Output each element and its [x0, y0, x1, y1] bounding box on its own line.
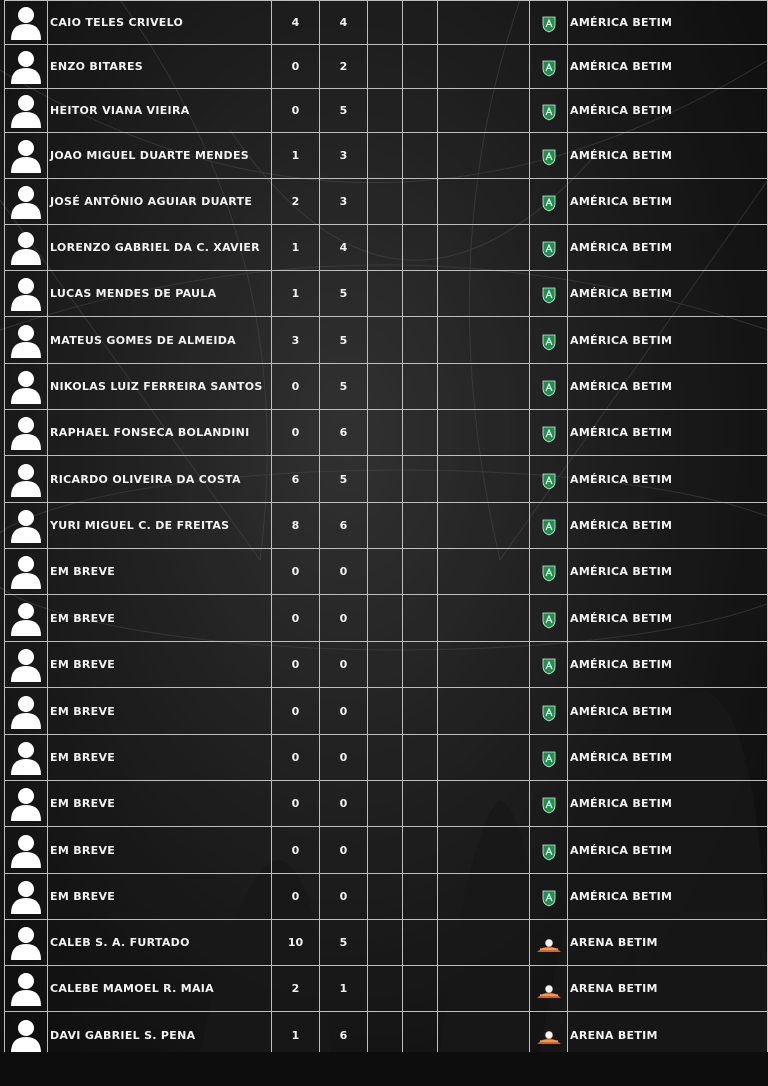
table-row [5, 781, 768, 827]
user-avatar-icon [9, 600, 43, 636]
empty-cell [403, 179, 438, 225]
team-logo-cell [530, 642, 568, 688]
arena-betim-logo-icon [536, 1030, 562, 1046]
player-name: RICARDO OLIVEIRA DA COSTA [48, 456, 272, 503]
america-mineiro-shield-icon [542, 658, 556, 675]
player-name: HEITOR VIANA VIEIRA [48, 89, 272, 133]
user-avatar-icon [9, 183, 43, 219]
user-avatar-icon [9, 878, 43, 914]
player-avatar-cell [5, 503, 48, 549]
stat-value-1: 6 [272, 456, 320, 503]
empty-cell [403, 920, 438, 966]
empty-cell [438, 874, 530, 920]
team-name: AMÉRICA BETIM [568, 735, 768, 781]
player-avatar-cell [5, 781, 48, 827]
team-logo-cell [530, 225, 568, 271]
america-mineiro-shield-icon [542, 612, 556, 629]
stat-value-2: 3 [320, 133, 368, 179]
stat-value-2: 5 [320, 317, 368, 364]
stat-value-1: 0 [272, 827, 320, 874]
table-row [5, 225, 768, 271]
player-name: EM BREVE [48, 642, 272, 688]
stat-value-1: 0 [272, 410, 320, 456]
stat-value-1: 0 [272, 45, 320, 89]
stat-value-2: 3 [320, 179, 368, 225]
stat-value-2: 5 [320, 920, 368, 966]
player-avatar-cell [5, 45, 48, 89]
table-row [5, 317, 768, 364]
user-avatar-icon [9, 785, 43, 821]
player-name: EM BREVE [48, 827, 272, 874]
table-row [5, 595, 768, 642]
empty-cell [368, 89, 403, 133]
america-mineiro-shield-icon [542, 195, 556, 212]
player-avatar-cell [5, 595, 48, 642]
player-name: LORENZO GABRIEL DA C. XAVIER [48, 225, 272, 271]
empty-cell [368, 133, 403, 179]
team-logo-cell [530, 45, 568, 89]
player-avatar-cell [5, 89, 48, 133]
stat-value-2: 4 [320, 1, 368, 45]
america-mineiro-shield-icon [542, 104, 556, 121]
player-name: CALEB S. A. FURTADO [48, 920, 272, 966]
stat-value-1: 0 [272, 735, 320, 781]
stat-value-1: 0 [272, 642, 320, 688]
team-name: AMÉRICA BETIM [568, 89, 768, 133]
stat-value-2: 0 [320, 827, 368, 874]
team-logo-cell [530, 595, 568, 642]
america-mineiro-shield-icon [542, 473, 556, 490]
empty-cell [403, 688, 438, 735]
team-logo-cell [530, 735, 568, 781]
stat-value-2: 6 [320, 410, 368, 456]
user-avatar-icon [9, 646, 43, 682]
empty-cell [403, 503, 438, 549]
table-row [5, 410, 768, 456]
empty-cell [368, 271, 403, 317]
empty-cell [403, 827, 438, 874]
team-name: AMÉRICA BETIM [568, 364, 768, 410]
team-name: AMÉRICA BETIM [568, 549, 768, 595]
player-name: EM BREVE [48, 688, 272, 735]
empty-cell [403, 225, 438, 271]
america-mineiro-shield-icon [542, 565, 556, 582]
team-name: ARENA BETIM [568, 966, 768, 1012]
empty-cell [403, 317, 438, 364]
empty-cell [368, 503, 403, 549]
empty-cell [403, 595, 438, 642]
america-mineiro-shield-icon [542, 380, 556, 397]
empty-cell [368, 456, 403, 503]
player-avatar-cell [5, 456, 48, 503]
empty-cell [368, 45, 403, 89]
empty-cell [368, 317, 403, 364]
empty-cell [438, 410, 530, 456]
user-avatar-icon [9, 4, 43, 40]
team-name: AMÉRICA BETIM [568, 456, 768, 503]
table-row [5, 89, 768, 133]
player-avatar-cell [5, 1, 48, 45]
team-name: AMÉRICA BETIM [568, 225, 768, 271]
player-name: EM BREVE [48, 595, 272, 642]
empty-cell [438, 827, 530, 874]
empty-cell [403, 456, 438, 503]
team-logo-cell [530, 503, 568, 549]
player-name: EM BREVE [48, 549, 272, 595]
team-name: AMÉRICA BETIM [568, 827, 768, 874]
user-avatar-icon [9, 275, 43, 311]
empty-cell [368, 225, 403, 271]
empty-cell [438, 133, 530, 179]
table-row [5, 642, 768, 688]
stat-value-1: 1 [272, 225, 320, 271]
stat-value-1: 0 [272, 364, 320, 410]
stat-value-2: 0 [320, 874, 368, 920]
player-name: JOAO MIGUEL DUARTE MENDES [48, 133, 272, 179]
team-name: AMÉRICA BETIM [568, 874, 768, 920]
team-logo-cell [530, 966, 568, 1012]
player-name: EM BREVE [48, 874, 272, 920]
player-name: YURI MIGUEL C. DE FREITAS [48, 503, 272, 549]
team-name: AMÉRICA BETIM [568, 317, 768, 364]
player-avatar-cell [5, 827, 48, 874]
stat-value-1: 10 [272, 920, 320, 966]
player-name: LUCAS MENDES DE PAULA [48, 271, 272, 317]
player-avatar-cell [5, 874, 48, 920]
team-logo-cell [530, 874, 568, 920]
empty-cell [438, 503, 530, 549]
team-name: AMÉRICA BETIM [568, 45, 768, 89]
stat-value-2: 0 [320, 735, 368, 781]
empty-cell [368, 179, 403, 225]
stat-value-2: 0 [320, 781, 368, 827]
player-avatar-cell [5, 317, 48, 364]
empty-cell [438, 45, 530, 89]
empty-cell [438, 1, 530, 45]
user-avatar-icon [9, 322, 43, 358]
player-avatar-cell [5, 688, 48, 735]
team-logo-cell [530, 781, 568, 827]
table-row [5, 179, 768, 225]
empty-cell [403, 735, 438, 781]
user-avatar-icon [9, 229, 43, 265]
america-mineiro-shield-icon [542, 797, 556, 814]
empty-cell [368, 364, 403, 410]
player-name: NIKOLAS LUIZ FERREIRA SANTOS [48, 364, 272, 410]
stat-value-2: 0 [320, 595, 368, 642]
arena-betim-logo-icon [536, 938, 562, 954]
team-name: AMÉRICA BETIM [568, 1, 768, 45]
player-avatar-cell [5, 133, 48, 179]
america-mineiro-shield-icon [542, 705, 556, 722]
team-logo-cell [530, 133, 568, 179]
stat-value-1: 3 [272, 317, 320, 364]
team-name: AMÉRICA BETIM [568, 133, 768, 179]
empty-cell [438, 688, 530, 735]
team-logo-cell [530, 89, 568, 133]
player-name: CALEBE MAMOEL R. MAIA [48, 966, 272, 1012]
america-mineiro-shield-icon [542, 751, 556, 768]
table-row [5, 735, 768, 781]
team-logo-cell [530, 179, 568, 225]
team-name: AMÉRICA BETIM [568, 688, 768, 735]
player-avatar-cell [5, 735, 48, 781]
player-avatar-cell [5, 225, 48, 271]
stat-value-2: 2 [320, 45, 368, 89]
user-avatar-icon [9, 832, 43, 868]
team-logo-cell [530, 456, 568, 503]
empty-cell [368, 874, 403, 920]
table-row [5, 503, 768, 549]
team-logo-cell [530, 920, 568, 966]
player-name: RAPHAEL FONSECA BOLANDINI [48, 410, 272, 456]
user-avatar-icon [9, 137, 43, 173]
user-avatar-icon [9, 368, 43, 404]
player-avatar-cell [5, 549, 48, 595]
america-mineiro-shield-icon [542, 844, 556, 861]
empty-cell [403, 45, 438, 89]
player-avatar-cell [5, 410, 48, 456]
empty-cell [403, 89, 438, 133]
empty-cell [438, 549, 530, 595]
empty-cell [438, 966, 530, 1012]
player-name: EM BREVE [48, 735, 272, 781]
empty-cell [438, 735, 530, 781]
empty-cell [438, 781, 530, 827]
america-mineiro-shield-icon [542, 60, 556, 77]
stat-value-1: 4 [272, 1, 320, 45]
player-avatar-cell [5, 920, 48, 966]
stat-value-2: 1 [320, 966, 368, 1012]
empty-cell [368, 781, 403, 827]
player-name: MATEUS GOMES DE ALMEIDA [48, 317, 272, 364]
empty-cell [368, 642, 403, 688]
stat-value-1: 0 [272, 688, 320, 735]
empty-cell [368, 1, 403, 45]
america-mineiro-shield-icon [542, 519, 556, 536]
stat-value-2: 0 [320, 549, 368, 595]
stat-value-2: 0 [320, 642, 368, 688]
player-name: EM BREVE [48, 781, 272, 827]
team-logo-cell [530, 1, 568, 45]
empty-cell [438, 364, 530, 410]
empty-cell [368, 966, 403, 1012]
player-name: JOSÉ ANTÔNIO AGUIAR DUARTE [48, 179, 272, 225]
user-avatar-icon [9, 693, 43, 729]
team-name: AMÉRICA BETIM [568, 781, 768, 827]
team-name: AMÉRICA BETIM [568, 179, 768, 225]
stat-value-1: 8 [272, 503, 320, 549]
america-mineiro-shield-icon [542, 241, 556, 258]
stat-value-1: 2 [272, 179, 320, 225]
stat-value-1: 1 [272, 1012, 320, 1059]
empty-cell [438, 456, 530, 503]
america-mineiro-shield-icon [542, 890, 556, 907]
team-name: AMÉRICA BETIM [568, 271, 768, 317]
empty-cell [368, 827, 403, 874]
team-name: AMÉRICA BETIM [568, 642, 768, 688]
empty-cell [403, 133, 438, 179]
player-name: CAIO TELES CRIVELO [48, 1, 272, 45]
empty-cell [438, 89, 530, 133]
empty-cell [438, 595, 530, 642]
player-avatar-cell [5, 966, 48, 1012]
empty-cell [368, 549, 403, 595]
table-row [5, 456, 768, 503]
team-logo-cell [530, 271, 568, 317]
stat-value-2: 5 [320, 89, 368, 133]
empty-cell [438, 317, 530, 364]
empty-cell [368, 688, 403, 735]
table-row [5, 133, 768, 179]
team-logo-cell [530, 549, 568, 595]
empty-cell [403, 364, 438, 410]
stat-value-1: 0 [272, 89, 320, 133]
table-row [5, 549, 768, 595]
stat-value-2: 5 [320, 364, 368, 410]
stat-value-1: 2 [272, 966, 320, 1012]
empty-cell [403, 1, 438, 45]
user-avatar-icon [9, 92, 43, 128]
table-row [5, 45, 768, 89]
stat-value-2: 5 [320, 456, 368, 503]
stat-value-1: 0 [272, 874, 320, 920]
america-mineiro-shield-icon [542, 334, 556, 351]
stat-value-1: 1 [272, 133, 320, 179]
stat-value-1: 1 [272, 271, 320, 317]
player-stats-table [4, 0, 768, 1059]
team-name: AMÉRICA BETIM [568, 410, 768, 456]
team-logo-cell [530, 364, 568, 410]
team-logo-cell [530, 410, 568, 456]
stat-value-2: 4 [320, 225, 368, 271]
player-avatar-cell [5, 271, 48, 317]
empty-cell [438, 920, 530, 966]
empty-cell [403, 271, 438, 317]
stat-value-2: 5 [320, 271, 368, 317]
empty-cell [368, 735, 403, 781]
empty-cell [403, 966, 438, 1012]
table-row [5, 966, 768, 1012]
empty-cell [438, 642, 530, 688]
table-row [5, 1, 768, 45]
stat-value-1: 0 [272, 781, 320, 827]
table-row [5, 874, 768, 920]
empty-cell [368, 410, 403, 456]
table-row [5, 827, 768, 874]
player-name: ENZO BITARES [48, 45, 272, 89]
empty-cell [403, 642, 438, 688]
team-logo-cell [530, 688, 568, 735]
user-avatar-icon [9, 48, 43, 84]
america-mineiro-shield-icon [542, 287, 556, 304]
america-mineiro-shield-icon [542, 16, 556, 33]
empty-cell [438, 179, 530, 225]
stat-value-1: 0 [272, 595, 320, 642]
america-mineiro-shield-icon [542, 149, 556, 166]
user-avatar-icon [9, 507, 43, 543]
empty-cell [403, 874, 438, 920]
user-avatar-icon [9, 970, 43, 1006]
table-row [5, 271, 768, 317]
stat-value-2: 6 [320, 503, 368, 549]
empty-cell [403, 410, 438, 456]
empty-cell [438, 271, 530, 317]
user-avatar-icon [9, 461, 43, 497]
america-mineiro-shield-icon [542, 426, 556, 443]
stat-value-2: 0 [320, 688, 368, 735]
empty-cell [368, 920, 403, 966]
table-row [5, 920, 768, 966]
table-row [5, 688, 768, 735]
team-logo-cell [530, 827, 568, 874]
user-avatar-icon [9, 924, 43, 960]
stat-value-2: 6 [320, 1012, 368, 1059]
team-name: AMÉRICA BETIM [568, 595, 768, 642]
team-name: AMÉRICA BETIM [568, 503, 768, 549]
team-logo-cell [530, 317, 568, 364]
empty-cell [368, 595, 403, 642]
arena-betim-logo-icon [536, 984, 562, 1000]
user-avatar-icon [9, 414, 43, 450]
user-avatar-icon [9, 739, 43, 775]
team-name: ARENA BETIM [568, 1012, 768, 1059]
player-avatar-cell [5, 364, 48, 410]
player-avatar-cell [5, 179, 48, 225]
empty-cell [403, 549, 438, 595]
empty-cell [403, 781, 438, 827]
table-row [5, 364, 768, 410]
empty-cell [438, 225, 530, 271]
stat-value-1: 0 [272, 549, 320, 595]
user-avatar-icon [9, 1017, 43, 1053]
player-name: DAVI GABRIEL S. PENA [48, 1012, 272, 1059]
footer-bar [0, 1052, 768, 1086]
team-name: ARENA BETIM [568, 920, 768, 966]
player-avatar-cell [5, 642, 48, 688]
user-avatar-icon [9, 553, 43, 589]
